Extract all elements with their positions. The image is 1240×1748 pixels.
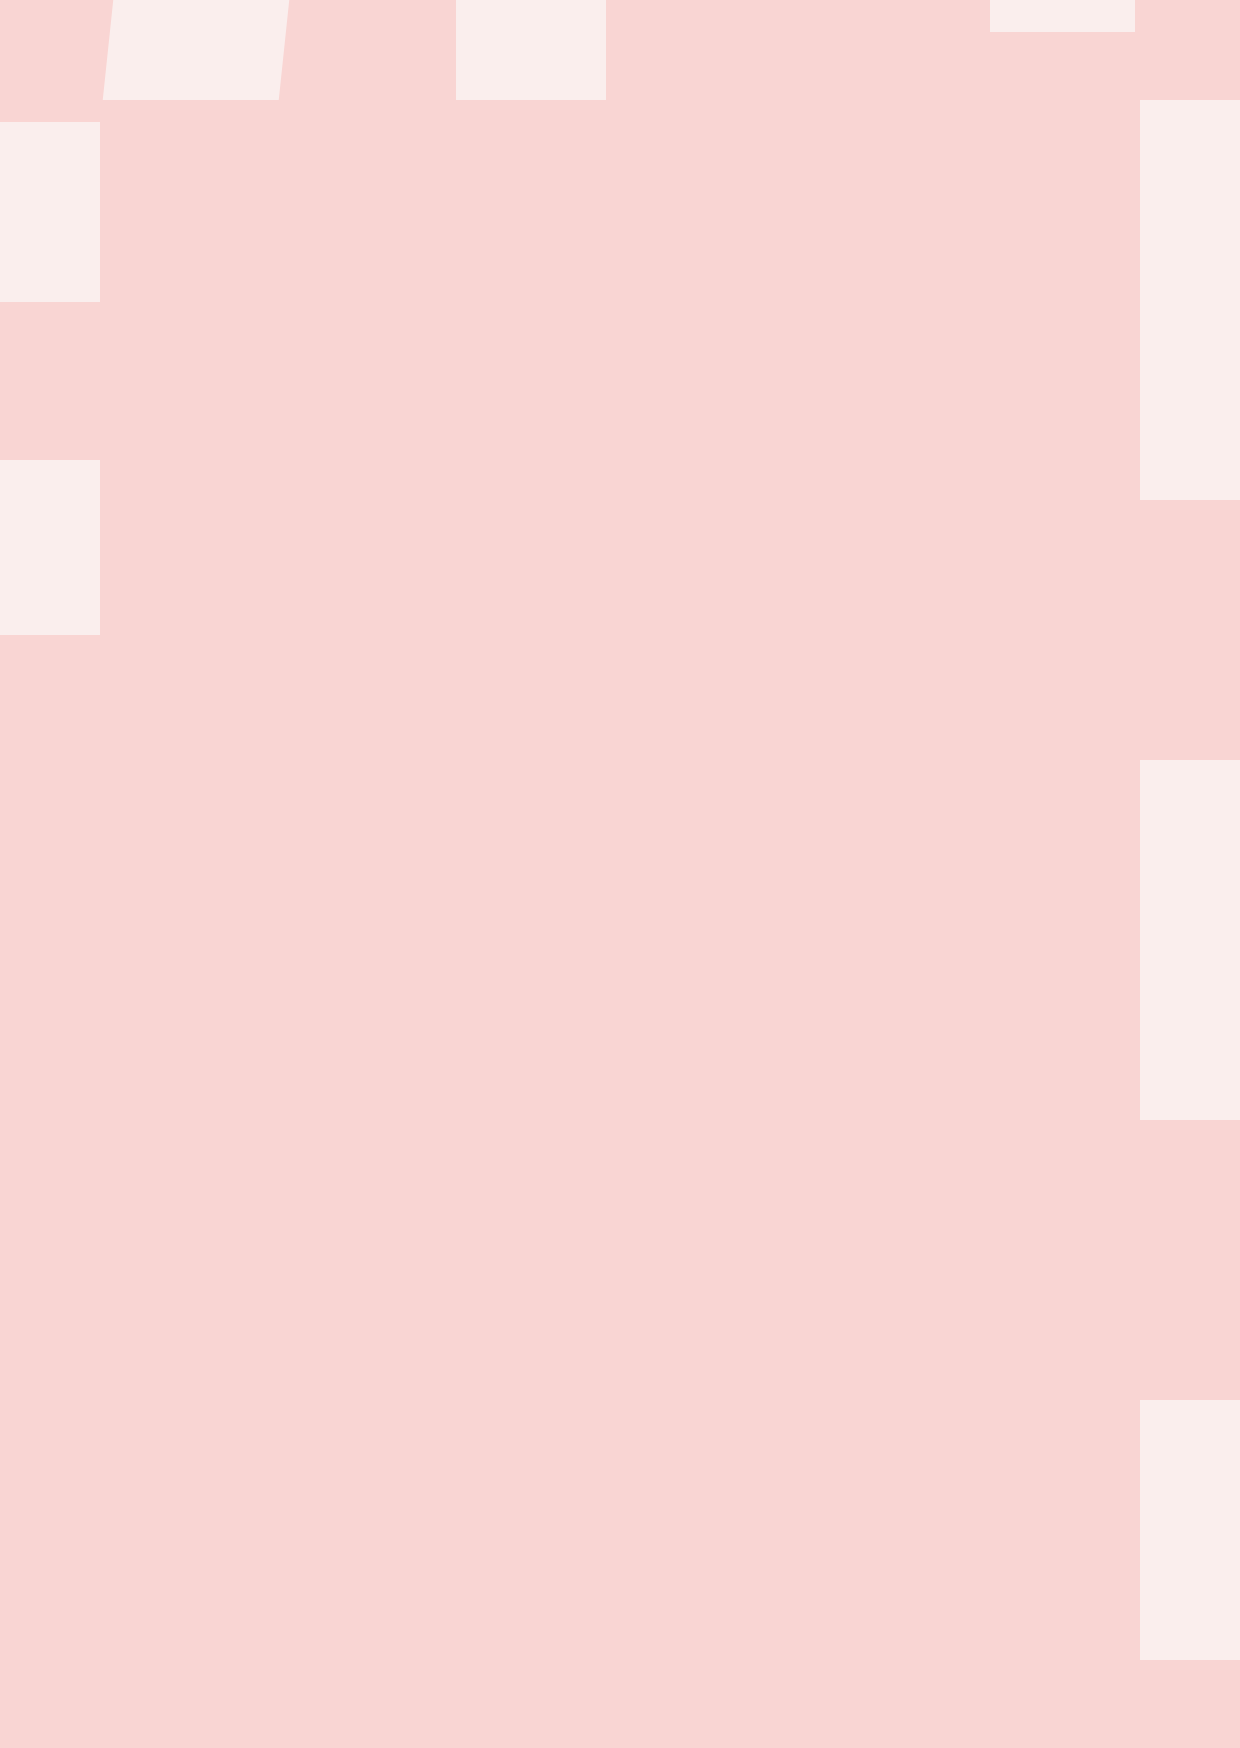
bg-tile: [103, 0, 290, 100]
bg-tile: [1140, 100, 1240, 500]
bg-tile: [0, 122, 100, 302]
bg-tile: [456, 0, 606, 100]
bg-tile: [0, 460, 100, 635]
bg-tile: [1140, 760, 1240, 1120]
bg-tile: [1140, 1400, 1240, 1660]
bg-tile: [990, 0, 1135, 32]
